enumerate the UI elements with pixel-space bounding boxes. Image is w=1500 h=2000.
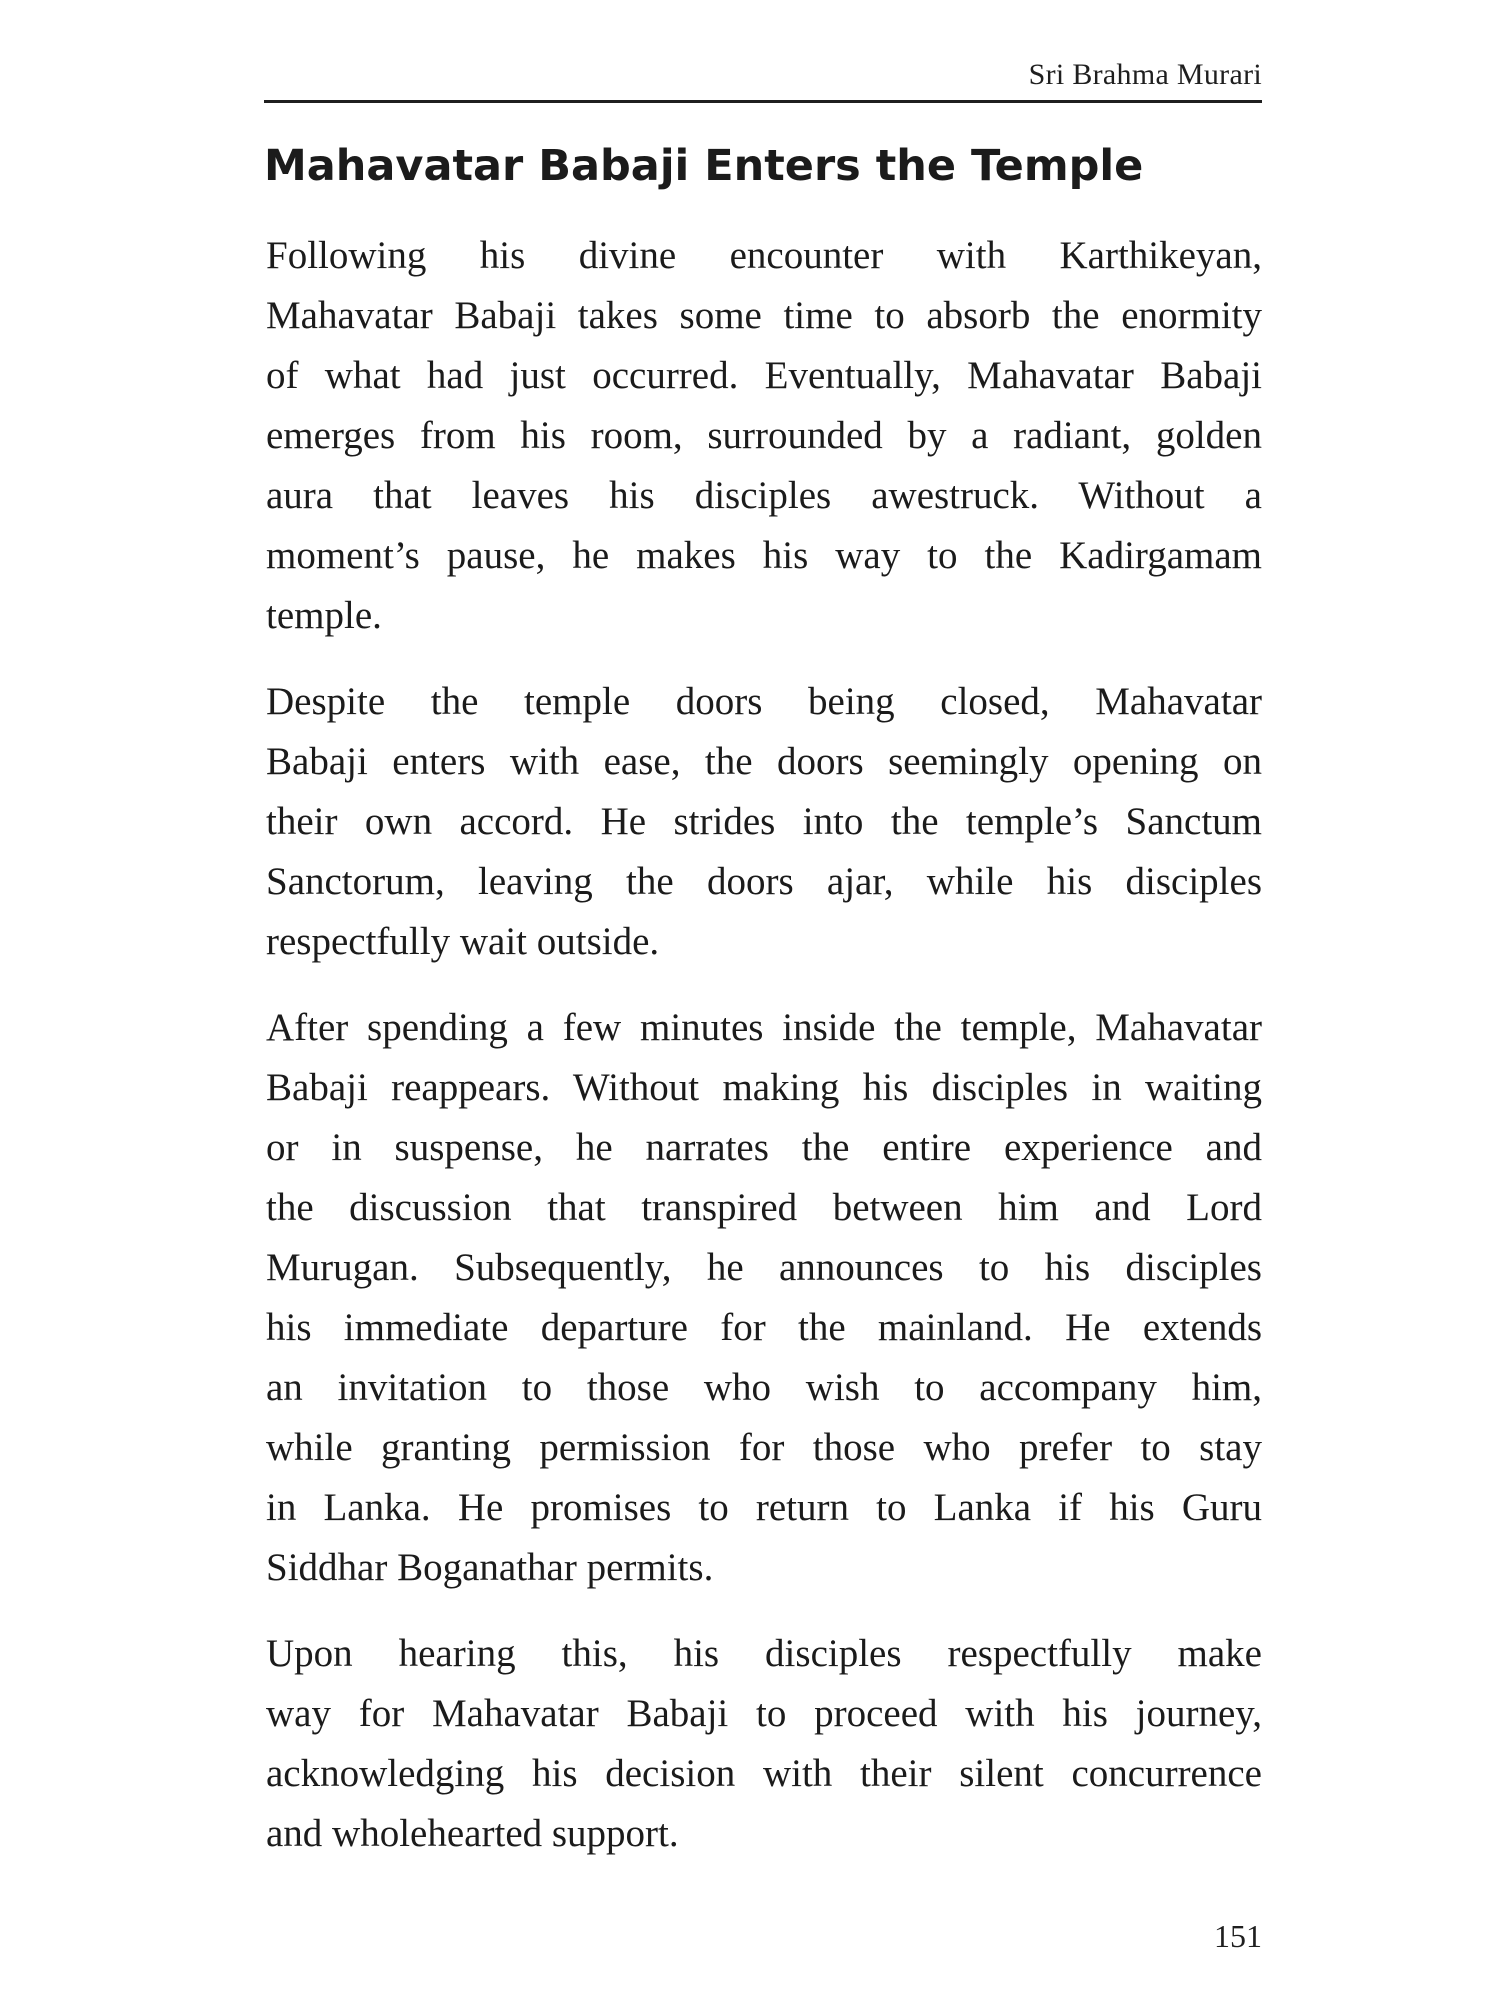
- paragraph-4: [266, 1624, 1262, 1864]
- text-line: or in suspense, he narrates the entire experience and: [266, 1126, 1262, 1169]
- text-line: emerges from his room, surrounded by a radiant, golden: [266, 414, 1262, 457]
- text-line: moment’s pause, he makes his way to the Kadirgamam: [266, 534, 1262, 577]
- text-line: while granting permission for those who prefer to stay: [266, 1426, 1262, 1469]
- header-rule: [264, 100, 1262, 103]
- text-line: Siddhar Boganathar permits.: [266, 1546, 714, 1589]
- text-line: aura that leaves his disciples awestruck. Without a: [266, 474, 1262, 517]
- text-line: acknowledging his decision with their silent concurrence: [266, 1752, 1262, 1795]
- text-line: Babaji reappears. Without making his disciples in waiting: [266, 1066, 1262, 1109]
- text-line: an invitation to those who wish to accompany him,: [266, 1366, 1262, 1409]
- paragraph-2: [266, 672, 1262, 972]
- paragraph-1: [266, 226, 1262, 646]
- body-text: [266, 226, 1262, 1890]
- text-line: After spending a few minutes inside the temple, Mahavatar: [266, 1006, 1262, 1049]
- text-line: Upon hearing this, his disciples respectfully make: [266, 1632, 1262, 1675]
- text-line: and wholehearted support.: [266, 1812, 679, 1855]
- text-line: Despite the temple doors being closed, Mahavatar: [266, 680, 1262, 723]
- text-line: respectfully wait outside.: [266, 920, 660, 963]
- text-line: Following his divine encounter with Karthikeyan,: [266, 234, 1262, 277]
- text-line: their own accord. He strides into the temple’s Sanctum: [266, 800, 1262, 843]
- text-line: his immediate departure for the mainland. He extends: [266, 1306, 1262, 1349]
- page-number: 151: [1214, 1918, 1262, 1954]
- text-line: Murugan. Subsequently, he announces to his disciples: [266, 1246, 1262, 1289]
- text-line: temple.: [266, 594, 382, 637]
- text-line: the discussion that transpired between him and Lord: [266, 1186, 1262, 1229]
- text-line: Mahavatar Babaji takes some time to absorb the enormity: [266, 294, 1262, 337]
- text-line: in Lanka. He promises to return to Lanka if his Guru: [266, 1486, 1262, 1529]
- paragraph-3: [266, 998, 1262, 1598]
- text-line: of what had just occurred. Eventually, Mahavatar Babaji: [266, 354, 1262, 397]
- text-line: way for Mahavatar Babaji to proceed with his journey,: [266, 1692, 1262, 1735]
- text-line: Sanctorum, leaving the doors ajar, while his disciples: [266, 860, 1262, 903]
- text-line: Babaji enters with ease, the doors seemingly opening on: [266, 740, 1262, 783]
- running-header-title: Sri Brahma Murari: [1028, 58, 1262, 91]
- section-heading: Mahavatar Babaji Enters the Temple: [264, 141, 1144, 191]
